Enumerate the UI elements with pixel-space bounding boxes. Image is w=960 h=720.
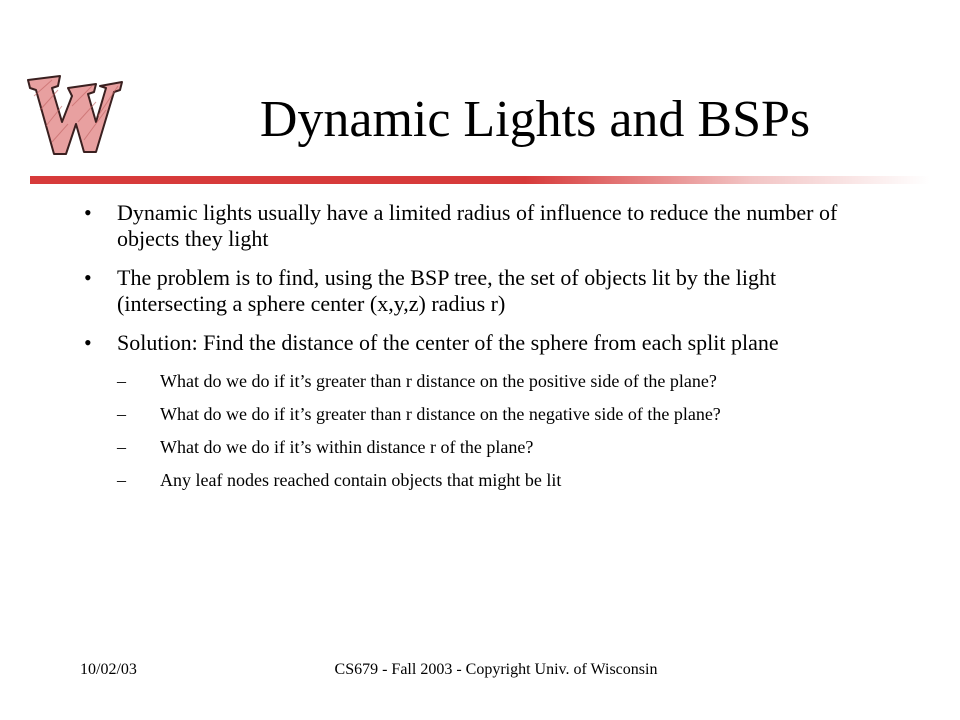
bullet-list [80,200,880,504]
sub-bullet-item [117,469,880,491]
bullet-item [80,265,880,317]
footer-course: CS679 - Fall 2003 - Copyright Univ. of Wisconsin [334,661,658,678]
footer-date: 10/02/03 [80,661,137,678]
slide-title: Dynamic Lights and BSPs [259,91,811,148]
bullet-item [80,330,880,491]
sub-bullet-text: Any leaf nodes reached contain objects that might be lit [160,470,562,490]
dash-marker: – [117,371,126,391]
title-divider [30,176,930,184]
sub-bullet-item [117,403,880,425]
dash-marker: – [117,404,126,424]
wisconsin-w-logo [22,66,126,160]
sub-bullet-text: What do we do if it’s greater than r distance on the positive side of the plane? [160,371,717,391]
bullet-text: Dynamic lights usually have a limited radius of influence to reduce the number of objects they light [117,200,838,251]
bullet-marker: • [84,265,92,290]
sub-bullet-item [117,370,880,392]
dash-marker: – [117,437,126,457]
bullet-marker: • [84,200,92,225]
sub-bullet-list [117,370,880,491]
bullet-item [80,200,880,252]
sub-bullet-text: What do we do if it’s within distance r of the plane? [160,437,534,457]
bullet-marker: • [84,330,92,355]
sub-bullet-item [117,436,880,458]
bullet-text: Solution: Find the distance of the center of the sphere from each split plane [117,330,779,355]
bullet-text: The problem is to find, using the BSP tree, the set of objects lit by the light (intersecting a sphere center (x,y,z) radius r) [117,265,777,316]
sub-bullet-text: What do we do if it’s greater than r distance on the negative side of the plane? [160,404,721,424]
dash-marker: – [117,470,126,490]
